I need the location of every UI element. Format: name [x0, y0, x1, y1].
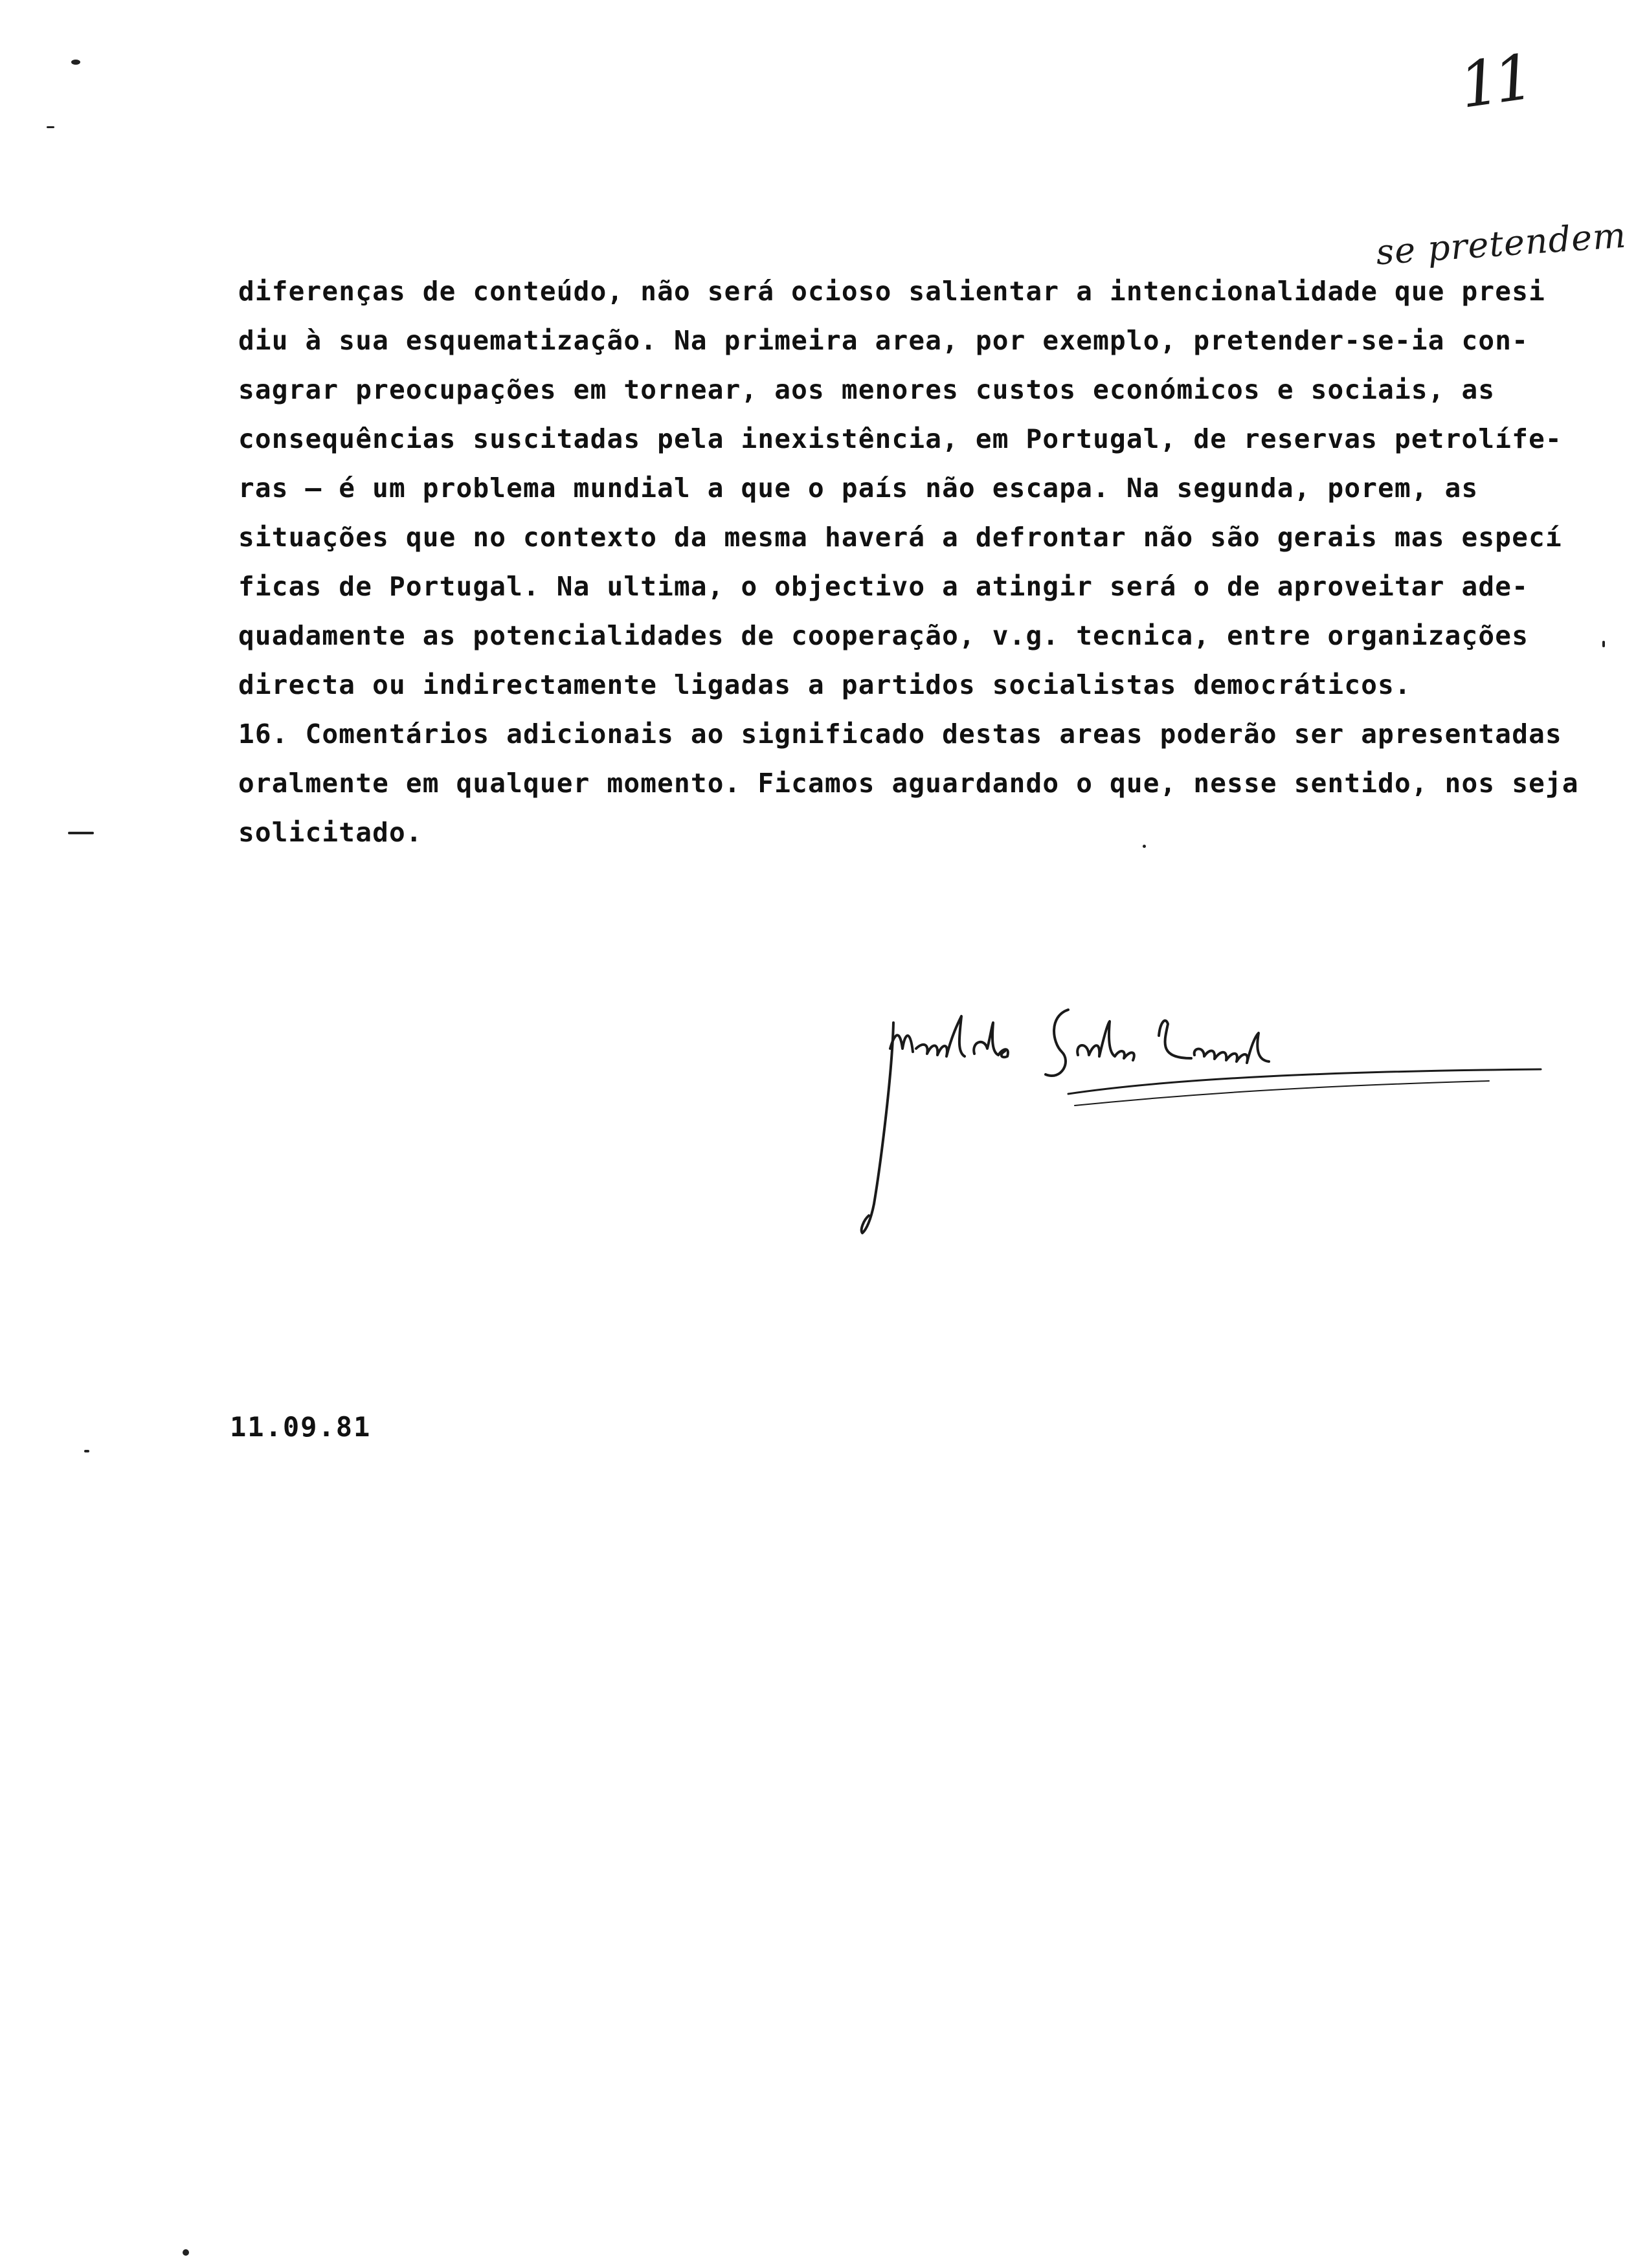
text-line: solicitado. — [238, 817, 423, 848]
handwritten-page-number: 11 — [1455, 41, 1534, 122]
scan-mark — [71, 60, 80, 65]
scan-mark — [47, 126, 54, 128]
text-line: situações que no contexto da mesma haverá a defrontar não são gerais mas especí — [238, 522, 1562, 553]
scan-mark — [68, 832, 94, 834]
handwritten-annotation: se pretendem — [1374, 214, 1628, 273]
document-body — [238, 267, 1611, 857]
text-line: quadamente as potencialidades de cooperação, v.g. tecnica, entre organizações — [238, 620, 1529, 651]
text-line: consequências suscitadas pela inexistência, em Portugal, de reservas petrolífe- — [238, 423, 1562, 454]
scan-mark — [84, 1450, 89, 1452]
numbered-paragraph-line: 16. Comentários adicionais ao significado destas areas poderão ser apresentadas — [238, 718, 1562, 750]
text-line: sagrar preocupações em tornear, aos menores custos económicos e sociais, as — [238, 374, 1496, 405]
text-line: directa ou indirectamente ligadas a partidos socialistas democráticos. — [238, 669, 1411, 700]
text-line: oralmente em qualquer momento. Ficamos aguardando o que, nesse sentido, nos seja — [238, 768, 1579, 799]
scan-mark — [1143, 845, 1146, 848]
text-line: diu à sua esquematização. Na primeira area, por exemplo, pretender-se-ia con- — [238, 325, 1529, 356]
scan-mark — [1602, 641, 1605, 647]
document-date: 11.09.81 — [230, 1411, 372, 1443]
text-line: ras – é um problema mundial a que o país não escapa. Na segunda, porem, as — [238, 472, 1479, 504]
handwritten-signature — [855, 997, 1554, 1256]
text-line: ficas de Portugal. Na ultima, o objectivo a atingir será o de aproveitar ade- — [238, 571, 1529, 602]
text-line: diferenças de conteúdo, não será ocioso salientar a intencionalidade que presi — [238, 276, 1545, 307]
scan-mark — [183, 2249, 189, 2256]
